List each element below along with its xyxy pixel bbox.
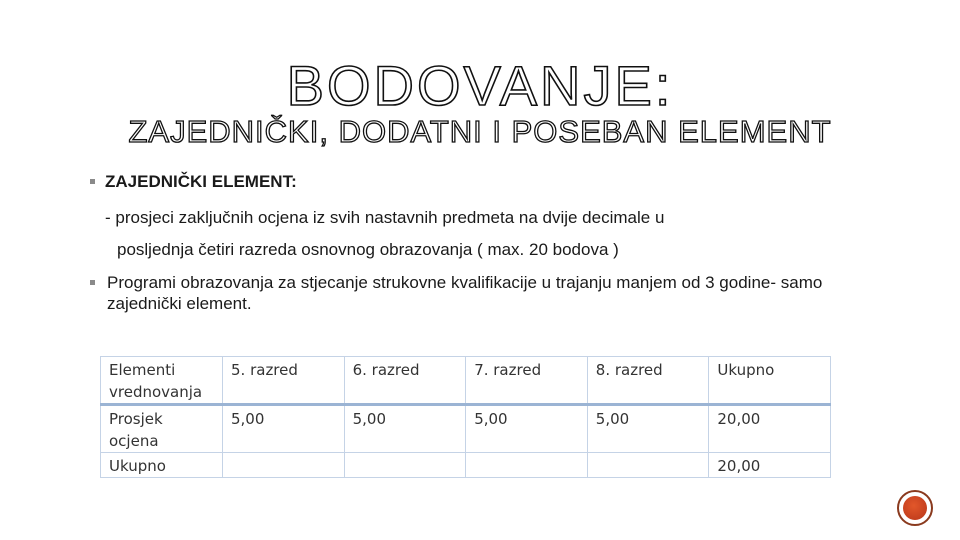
table-row [101,405,831,453]
logo-badge-icon [897,490,933,526]
table-cell [223,453,345,478]
table-cell: Ukupno [101,453,223,478]
bullet-marker [90,179,95,184]
bullet-marker [90,280,95,285]
table-cell: 20,00 [709,405,831,453]
table-cell: 5,00 [466,405,588,453]
scoring-table [100,356,831,478]
bullet-detail-line-2: posljednja četiri razreda osnovnog obrazovanja ( max. 20 bodova ) [117,240,619,259]
table-cell: 20,00 [709,453,831,478]
header-cell: 6. razred [344,357,466,405]
table-row [101,453,831,478]
bullet-programi: Programi obrazovanja za stjecanje strukovne kvalifikacije u trajanju manjem od 3 godine- samo zajednički element. [107,273,823,313]
bullet-detail-line-1: - prosjeci zaključnih ocjena iz svih nastavnih predmeta na dvije decimale u [105,208,665,227]
slide-title: BODOVANJE: [286,54,674,117]
table-cell: Prosjek ocjena [101,405,223,453]
table-cell [466,453,588,478]
header-cell: 5. razred [223,357,345,405]
table-header-row [101,357,831,405]
badge-emblem [903,496,927,520]
header-cell: 7. razred [466,357,588,405]
table-cell: 5,00 [344,405,466,453]
header-cell: 8. razred [587,357,709,405]
bullet-zajednicki-element: ZAJEDNIČKI ELEMENT: [105,172,297,191]
table-cell: 5,00 [223,405,345,453]
slide-subtitle: ZAJEDNIČKI, DODATNI I POSEBAN ELEMENT [128,114,832,149]
header-cell: Elementi vrednovanja [101,357,223,405]
table-cell: 5,00 [587,405,709,453]
table-cell [587,453,709,478]
header-cell: Ukupno [709,357,831,405]
table-cell [344,453,466,478]
